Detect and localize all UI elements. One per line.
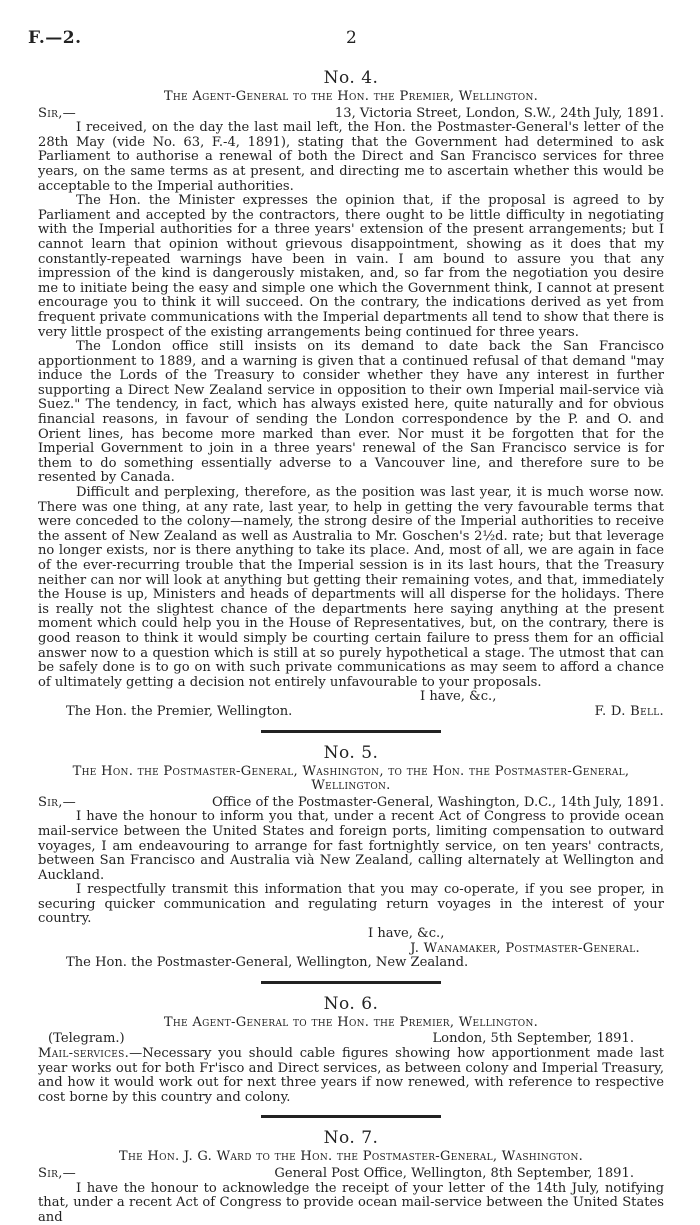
signature-row — [38, 705, 664, 720]
section-divider — [261, 730, 441, 733]
salutation-line — [38, 1167, 664, 1182]
letter-title: The Hon. the Postmaster-General, Washington, to the Hon. the Postmaster-General, Wellington. — [72, 763, 630, 794]
letter-no-5 — [38, 743, 664, 971]
salutation: Sir,— — [38, 105, 77, 121]
letter-title: The Hon. J. G. Ward to the Hon. the Postmaster-General, Washington. — [118, 1149, 584, 1165]
telegram-label: (Telegram.) — [48, 1031, 125, 1047]
paragraph: The London office still insists on its demand to date back the San Francisco apportionment to 1889, and a warning is given that a continued refusal of that demand "may induce the Lords of the Treasury to consider whether they have any interest in further supporting a Direct New Zealand service in opposition to their own Imperial mail-service vià Suez." The tendency, in fact, which has always existed here, quite naturally and for obvious financial reasons, in favour of sending the London correspondence by the P. and O. and Orient lines, has become more marked than ever. Nor must it be forgotten that for the Imperial Government to join in a three years' renewal of the San Francisco service is for them to do something essentially adverse to a Vancouver line, and therefore sure to be resented by Canada. — [38, 339, 664, 486]
address-date: London, 5th September, 1891. — [432, 1031, 634, 1047]
salutation: Sir,— — [38, 1166, 77, 1181]
salutation: Sir,— — [38, 794, 77, 810]
letter-no-7 — [38, 1128, 664, 1225]
paragraph: The Hon. the Minister expresses the opinion that, if the proposal is agreed to by Parliament and accepted by the contractors, there ought to be little difficulty in negotiating with the Imperial authorities for a three years' extension of the present arrangements; but I cannot learn that opinion without grievous disappointment, showing as it does that my constantly-repeated warnings have been in vain. I am bound to assure you that any impression of the kind is dangerously mistaken, and, so far from the negotiation you desire me to initiate being the easy and simple one which the Government think, I cannot at present encourage you to think it will succeed. On the contrary, the indications derived as yet from frequent private communications with the Imperial departments all tend to show that there is very little prospect of the existing arrangements being continued for three years. — [38, 193, 664, 340]
address-date: General Post Office, Wellington, 8th September, 1891. — [274, 1166, 634, 1181]
paragraph: I have the honour to inform you that, under a recent Act of Congress to provide ocean mail-service between the United States and foreign ports, limiting compensation to outward voyages, I am endeavouring to arrange for fast fortnightly service, on ten years' contracts, between San Francisco and Australia vià New Zealand, calling alternately at Wellington and Auckland. — [38, 809, 664, 883]
signature: J. Wanamaker, Postmaster-General. — [410, 940, 640, 956]
letter-title: The Agent-General to the Hon. the Premier, Wellington. — [163, 89, 539, 104]
paragraph: I respectfully transmit this information that you may co-operate, if you see proper, in securing quicker communication and regulating return voyages in the interest of your country. — [38, 882, 664, 927]
address-date: 13, Victoria Street, London, S.W., 24th July, 1891. — [334, 105, 664, 121]
letter-number: No. 5. — [323, 742, 379, 763]
paragraph: Difficult and perplexing, therefore, as the position was last year, it is much worse now. There was one thing, at any rate, last year, to help in getting the very favourable terms that were conceded to the colony—namely, the strong desire of the Imperial authorities to receive the assent of New Zealand as well as Australia to Mr. Goschen's 2½d. rate; but that leverage no longer exists, nor is there anything to take its place. And, most of all, we are again in face of the ever-recurring trouble that the Imperial session is in its last hours, that the Treasury neither can nor will look at anything but getting their remaining votes, and that, immediately the House is up, Ministers and heads of departments will all disperse for the holidays. There is really not the slightest chance of the departments here saying anything at the present moment which could help you in the House of Representatives, but, on the contrary, there is good reason to think it would simply be courting certain failure to press them for an official answer now to a question which is still at so purely hypothetical a stage. The utmost that can be safely done is to go on with such private communications as may seem to afford a chance of ultimately getting a decision not entirely unfavourable to your proposals. — [38, 485, 664, 690]
letter-title: The Agent-General to the Hon. the Premier, Wellington. — [163, 1014, 539, 1030]
letter-number: No. 7. — [323, 1128, 379, 1149]
salutation-line — [38, 796, 664, 811]
document-reference: F.—2. — [28, 28, 82, 48]
salutation-line — [38, 1032, 664, 1047]
letter-number: No. 4. — [323, 68, 379, 88]
addressee: The Hon. the Postmaster-General, Wellington, New Zealand. — [66, 955, 469, 971]
address-date: Office of the Postmaster-General, Washington, D.C., 14th July, 1891. — [212, 794, 664, 810]
closing: I have, &c., — [368, 926, 445, 942]
addressee: The Hon. the Premier, Wellington. — [66, 703, 293, 719]
telegram-lead: Mail-services. — [38, 1046, 130, 1062]
salutation-line — [38, 107, 664, 122]
letter-no-6 — [38, 994, 664, 1106]
letter-no-4 — [38, 68, 664, 720]
telegram-body — [38, 1047, 664, 1105]
closing: I have, &c., — [420, 689, 497, 705]
signature: F. D. Bell. — [594, 703, 664, 719]
telegram-text: —Necessary you should cable figures showing how apportionment made last year works out for both Fr'isco and Direct services, as between colony and Imperial Treasury, and how it would work out for next three years if now renewed, with reference to respective cost borne by this country and colony. — [38, 1046, 664, 1105]
document-body — [38, 68, 664, 1225]
letter-number: No. 6. — [323, 993, 379, 1014]
page-number: 2 — [346, 28, 357, 48]
paragraph: I received, on the day the last mail left, the Hon. the Postmaster-General's letter of the 28th May (vide No. 63, F.-4, 1891), stating that the Government had determined to ask Parliament to authorise a renewal of both the Direct and San Francisco services for three years, on the same terms as at present, and directing me to ascertain whether this would be acceptable to the Imperial authorities. — [38, 120, 664, 194]
paragraph: I have the honour to acknowledge the receipt of your letter of the 14th July, notifying that, under a recent Act of Congress to provide ocean mail-service between the United States and — [38, 1180, 664, 1225]
section-divider — [261, 1115, 441, 1118]
section-divider — [261, 981, 441, 984]
